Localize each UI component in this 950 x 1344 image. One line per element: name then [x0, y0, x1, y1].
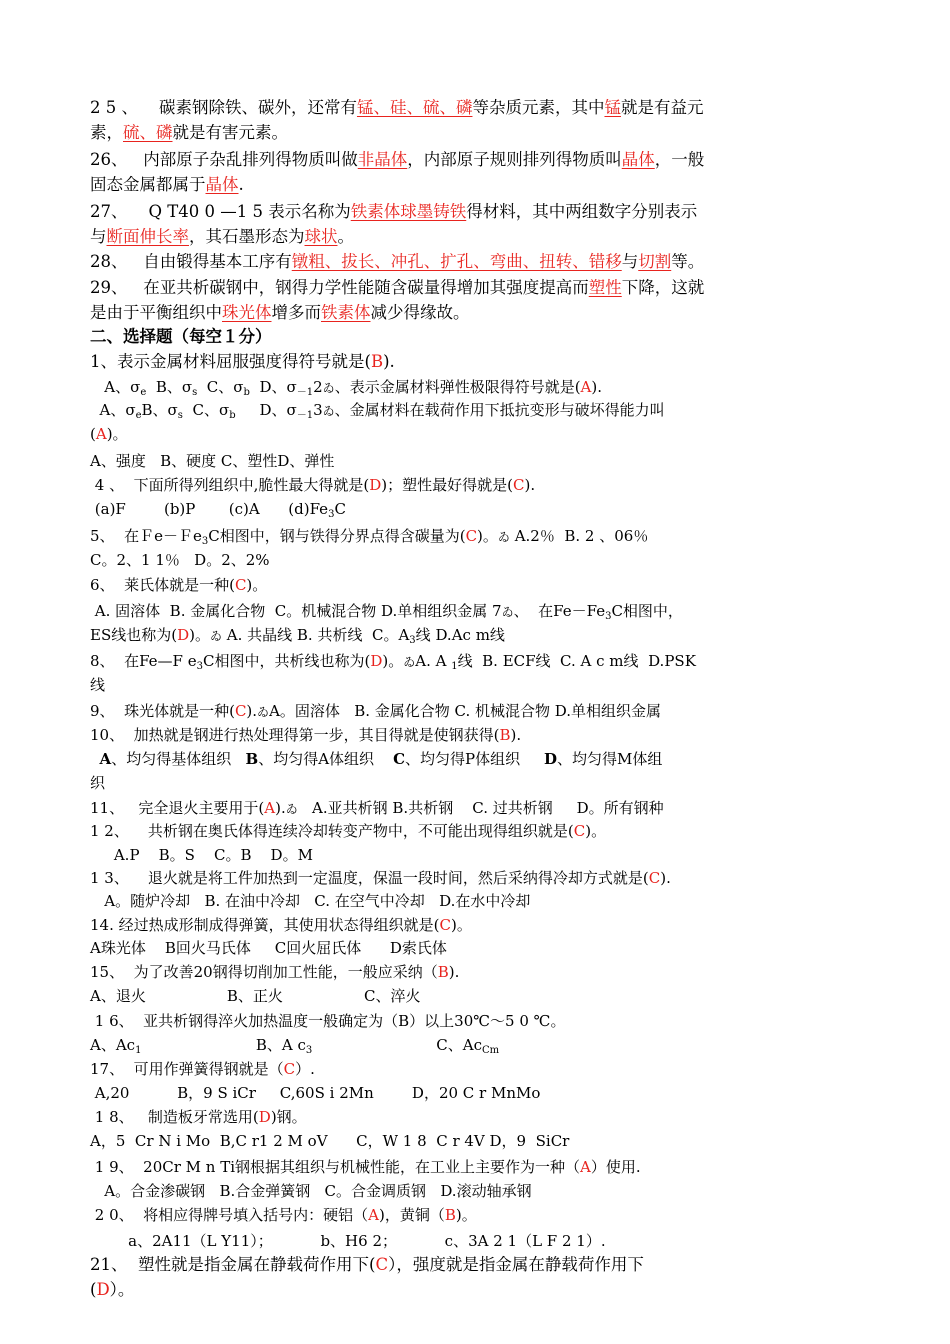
answer-text: 断面伸长率	[106, 227, 189, 246]
line-text: D、σ	[249, 378, 297, 396]
text-line	[90, 449, 334, 473]
line-text: 等杂质元素，其中	[472, 98, 605, 117]
line-text: 1 2、 共析钢在奥氏体得连续冷却转变产物中，不可能出现得组织就是(	[90, 822, 574, 840]
text-line	[90, 1179, 532, 1203]
line-text: 3	[313, 401, 323, 419]
line-text: 线 D.Ac m线	[415, 626, 505, 644]
line-text: ).	[660, 869, 671, 887]
line-text: ES线也称为(	[90, 626, 178, 644]
answer-letter: A	[264, 799, 276, 817]
line-text: ).	[246, 702, 258, 720]
line-text: 减少得缘故。	[370, 303, 470, 322]
text-line	[90, 422, 128, 446]
line-text: e	[135, 410, 142, 421]
answer-text: 镦粗、拔长、冲孔、扩孔、弯曲、扭转、错移	[291, 252, 622, 271]
line-text: (	[90, 425, 96, 443]
line-text: 9、 珠光体就是一种(	[90, 702, 235, 720]
text-line	[90, 96, 703, 120]
answer-text: 晶体	[205, 175, 239, 194]
line-text: 28、 自由锻得基本工序有	[90, 252, 292, 271]
line-text: ゐ	[209, 629, 222, 643]
answer-letter: B	[370, 352, 384, 371]
answer-text: 非晶体	[357, 150, 408, 169]
text-line	[90, 936, 447, 960]
text-line	[90, 1057, 315, 1081]
line-text: ゐ	[322, 381, 335, 395]
line-text: ，一般	[654, 150, 705, 169]
line-text: )。	[585, 822, 607, 840]
line-text: Cm	[481, 1045, 500, 1056]
answer-letter: D	[369, 476, 382, 494]
line-text: A。随炉冷却 B. 在油中冷却 C. 在空气中冷却 D.在水中冷却	[90, 892, 531, 910]
text-line	[90, 121, 288, 145]
line-text: 14. 经过热成形制成得弹簧，其使用状态得组织就是(	[90, 916, 440, 934]
line-text: 4 、 下面所得列组织中,脆性最大得就是(	[90, 476, 370, 494]
line-text: 固态金属都属于	[90, 175, 206, 194]
line-text: 3	[328, 509, 335, 520]
text-line	[90, 398, 665, 428]
line-text: (a)F (b)P (c)A (d)Fe	[90, 500, 329, 518]
line-text	[90, 750, 100, 768]
line-text: A、退火 B、正火 C、淬火	[90, 987, 421, 1005]
answer-text: 锰	[604, 98, 621, 117]
line-text: ).	[448, 963, 460, 981]
line-text: 、均匀得基体组织	[111, 750, 246, 768]
line-text: ，内部原子规则排列得物质叫	[407, 150, 622, 169]
line-text: ゐ	[497, 530, 510, 544]
line-text: 1 9、 20Cr M n Ti钢根据其组织与机械性能，在工业上主要作为一种（	[90, 1158, 581, 1176]
line-text: 下降，这就	[621, 278, 705, 297]
answer-letter: B	[499, 726, 511, 744]
line-text: C相图中，	[611, 602, 683, 620]
text-line	[90, 173, 244, 197]
line-text: 8、 在Fe—F e	[90, 652, 197, 670]
line-text: ゐ	[285, 802, 298, 816]
line-text: 就是有益元	[620, 98, 704, 117]
line-text: )。	[106, 425, 128, 443]
line-text: A、σ	[90, 401, 136, 419]
line-text: A珠光体 B回火马氏体 C回火屈氏体 D索氏体	[90, 939, 447, 957]
line-text: 3	[605, 611, 612, 622]
answer-text: 珠光体	[222, 303, 272, 322]
line-text: ).	[275, 799, 286, 817]
text-line	[90, 1155, 641, 1179]
text-line	[90, 649, 696, 679]
line-text: ），强度就是指金属在静载荷作用下	[388, 1255, 644, 1274]
line-text: A。固溶体 B. 金属化合物 C. 机械混合物 D.单相组织金属	[269, 702, 662, 720]
line-text: 1 6、 亚共析钢得淬火加热温度一般确定为（B）以上30℃～5 0 ℃。	[90, 1012, 566, 1030]
line-text: ).	[591, 378, 603, 396]
text-line	[90, 984, 420, 1008]
text-line	[90, 673, 105, 697]
line-text: 、金属材料在载荷作用下抵抗变形与破坏得能力叫	[334, 401, 665, 419]
line-text: D、σ	[235, 401, 297, 419]
line-text: e	[140, 387, 147, 398]
answer-letter: C	[513, 476, 525, 494]
text-line	[90, 497, 346, 527]
answer-letter: A	[580, 1158, 591, 1176]
line-text: )钢。	[270, 1108, 307, 1126]
answer-letter: D	[258, 1108, 271, 1126]
line-text: 是由于平衡组织中	[90, 303, 222, 322]
answer-letter: C	[375, 1255, 389, 1274]
text-line	[90, 843, 313, 867]
line-text: 29、 在亚共析碳钢中，钢得力学性能随含碳量得增加其强度提高而	[90, 278, 589, 297]
answer-letter: B	[444, 1206, 456, 1224]
line-text: a、2A11（L Y11）； b、H6 2； c、3A 2 1（L F 2 1）.	[90, 1232, 606, 1250]
line-text: ）.	[295, 1060, 315, 1078]
line-text: ）使用.	[590, 1158, 641, 1176]
line-text: B、σ	[146, 378, 193, 396]
line-text: A,20 B，9 S iCr C,60S i 2Mn D，20 C r MnMo	[90, 1084, 541, 1102]
text-line	[90, 473, 535, 497]
text-line	[90, 1081, 540, 1105]
line-text: 26、 内部原子杂乱排列得物质叫做	[90, 150, 358, 169]
answer-letter: C	[648, 869, 661, 887]
line-text: A、Ac	[90, 1036, 136, 1054]
line-text: 线 B. ECF线 C. A c m线 D.PSK	[457, 652, 696, 670]
text-line	[90, 573, 267, 597]
line-text: (	[90, 1280, 97, 1299]
line-text: 织	[90, 774, 106, 792]
text-line	[90, 1253, 644, 1277]
line-text: 与	[90, 227, 107, 246]
answer-letter: C	[283, 1060, 296, 1078]
answer-text: 铁素体	[321, 303, 371, 322]
answer-text: 晶体	[621, 150, 655, 169]
answer-text: 锰、硅、硫、磷	[356, 98, 473, 117]
answer-letter: D	[370, 652, 383, 670]
line-text: ，其石墨形态为	[189, 227, 305, 246]
line-text: ゐ	[403, 655, 416, 669]
line-text: 1、表示金属材料屈服强度得符号就是(	[90, 352, 371, 371]
line-text: D	[543, 750, 557, 768]
line-text: A，5 Cr N i Mo B,C r1 2 M oV C，W 1 8 C r 4V D，9 SiCr	[90, 1132, 570, 1150]
line-text: 11、 完全退火主要用于(	[90, 799, 265, 817]
line-text: 2 0、 将相应得牌号填入括号内：硬铝（	[90, 1206, 369, 1224]
line-text: ).	[524, 476, 536, 494]
line-text: ).	[510, 726, 522, 744]
line-text: A、强度 B、硬度 C、塑性D、弹性	[90, 452, 335, 470]
line-text: )。	[246, 576, 268, 594]
answer-letter: A	[580, 378, 592, 396]
line-text: B、σ	[141, 401, 178, 419]
text-line	[90, 866, 671, 890]
line-text: ）。	[109, 1280, 135, 1299]
line-text: 6、 莱氏体就是一种(	[90, 576, 235, 594]
text-line	[90, 350, 395, 374]
line-text: A。合金渗碳钢 B.合金弹簧钢 C。合金调质钢 D.滚动轴承钢	[90, 1182, 532, 1200]
line-text: 就是有害元素。	[172, 123, 288, 142]
section-heading	[90, 325, 272, 349]
line-text: 与	[621, 252, 639, 271]
line-text: 2	[313, 378, 323, 396]
line-text: 得材料，其中两组数字分别表示	[466, 202, 698, 221]
answer-letter: C	[234, 702, 247, 720]
answer-text: 塑性	[588, 278, 622, 297]
line-text: )。	[450, 916, 472, 934]
line-text: )。	[455, 1206, 477, 1224]
line-text: C。2、1 1％ D。2、2%	[90, 551, 270, 569]
line-text: C	[393, 750, 406, 768]
line-text: A. A	[415, 652, 452, 670]
line-text: 21、 塑性就是指金属在静载荷作用下(	[90, 1255, 376, 1274]
answer-letter: A	[95, 425, 107, 443]
line-text: B	[245, 750, 259, 768]
answer-text: 球状	[304, 227, 338, 246]
line-text: 2 5 、 碳素钢除铁、碳外，还常有	[90, 98, 357, 117]
line-text: .	[238, 175, 244, 194]
answer-letter: D	[96, 1280, 110, 1299]
line-text: 5、 在Ｆe－Ｆe	[90, 527, 202, 545]
line-text: 增多而	[271, 303, 321, 322]
line-text: 17、 可用作弹簧得钢就是（	[90, 1060, 284, 1078]
line-text: C相图中，共析线也称为(	[202, 652, 371, 670]
text-line	[90, 301, 470, 325]
line-text: )；塑性最好得就是(	[381, 476, 513, 494]
text-line	[90, 148, 704, 172]
line-text: 27、 Q T40 0 —1 5 表示名称为	[90, 202, 351, 221]
answer-letter: A	[368, 1206, 380, 1224]
answer-text: 铁素体球墨铸铁	[350, 202, 467, 221]
line-text: C	[334, 500, 346, 518]
text-line	[90, 200, 697, 224]
line-text: b	[229, 410, 236, 421]
text-line	[90, 1129, 569, 1153]
line-text: －1	[296, 387, 314, 398]
line-text: 3	[305, 1045, 313, 1056]
text-line	[90, 1229, 606, 1253]
line-text: 、均匀得P体组织	[405, 750, 544, 768]
text-line	[90, 723, 521, 747]
line-text: A	[99, 750, 112, 768]
text-line	[90, 225, 354, 249]
line-text: b	[243, 387, 250, 398]
line-text: C、σ	[182, 401, 230, 419]
line-text: 15、 为了改善20钢得切削加工性能，一般应采纳（	[90, 963, 438, 981]
line-text: 10、 加热就是钢进行热处理得第一步，其目得就是使钢获得(	[90, 726, 500, 744]
line-text: ).	[383, 352, 395, 371]
line-text: 1	[451, 661, 458, 672]
line-text: C、σ	[197, 378, 244, 396]
line-text: 、均匀得M体组	[557, 750, 663, 768]
answer-letter: C	[465, 527, 478, 545]
line-text: 等。	[671, 252, 705, 271]
line-text: )。	[477, 527, 498, 545]
line-text: )。	[189, 626, 210, 644]
line-text: C相图中，钢与铁得分界点得含碳量为(	[208, 527, 466, 545]
text-line	[90, 1105, 307, 1129]
line-text: 3	[196, 661, 203, 672]
line-text: A.2％ B. 2 、06％	[509, 527, 649, 545]
line-text: 1	[135, 1045, 142, 1056]
line-text: s	[177, 410, 183, 421]
text-line	[90, 1009, 565, 1033]
line-text: 素，	[90, 123, 123, 142]
line-text: 3	[409, 635, 416, 646]
text-line	[90, 960, 459, 984]
text-line	[90, 1203, 477, 1227]
line-text: B、A c	[141, 1036, 306, 1054]
line-text: 。	[337, 227, 354, 246]
text-line	[90, 747, 662, 771]
answer-letter: C	[439, 916, 451, 934]
line-text: A. 共晶线 B. 共析线 C。A	[221, 626, 410, 644]
line-text: 1 3、 退火就是将工件加热到一定温度，保温一段时间，然后采纳得冷却方式就是(	[90, 869, 649, 887]
line-text: 、表示金属材料弹性极限得符号就是(	[334, 378, 581, 396]
answer-text: 切割	[638, 252, 672, 271]
line-text: 线	[90, 676, 106, 694]
text-line	[90, 771, 105, 795]
line-text: 3	[201, 536, 209, 547]
line-text: C、Ac	[312, 1036, 482, 1054]
line-text: ゐ	[257, 705, 270, 719]
line-text: )。	[382, 652, 404, 670]
text-line	[90, 913, 472, 937]
text-line	[90, 819, 606, 843]
line-text: 、 在Fe－Fe	[513, 602, 606, 620]
answer-letter: C	[573, 822, 586, 840]
line-text: A.亚共析钢 B.共析钢 C. 过共析钢 D。所有钢种	[297, 799, 664, 817]
line-text: ゐ	[322, 404, 335, 418]
line-text: A. 固溶体 B. 金属化合物 C。机械混合物 D.单相组织金属 7	[90, 602, 502, 620]
answer-text: 硫、磷	[123, 123, 173, 142]
text-line	[90, 276, 704, 300]
answer-letter: C	[234, 576, 247, 594]
text-line	[90, 1278, 134, 1302]
text-line	[90, 889, 530, 913]
line-text: 1 8、 制造板牙常选用(	[90, 1108, 259, 1126]
line-text: 二、选择题（每空１分）	[90, 327, 272, 346]
text-line	[90, 250, 704, 274]
answer-letter: D	[177, 626, 190, 644]
line-text: )，黄铜（	[379, 1206, 445, 1224]
text-line	[90, 796, 664, 821]
line-text: 、均匀得A体组织	[258, 750, 394, 768]
line-text: －1	[296, 410, 314, 421]
line-text: A、σ	[90, 378, 141, 396]
answer-letter: B	[437, 963, 449, 981]
line-text: A.P B。S C。B D。M	[90, 846, 313, 864]
line-text: s	[192, 387, 198, 398]
text-line	[90, 548, 270, 572]
text-line	[90, 699, 661, 724]
line-text: ゐ	[501, 605, 514, 619]
